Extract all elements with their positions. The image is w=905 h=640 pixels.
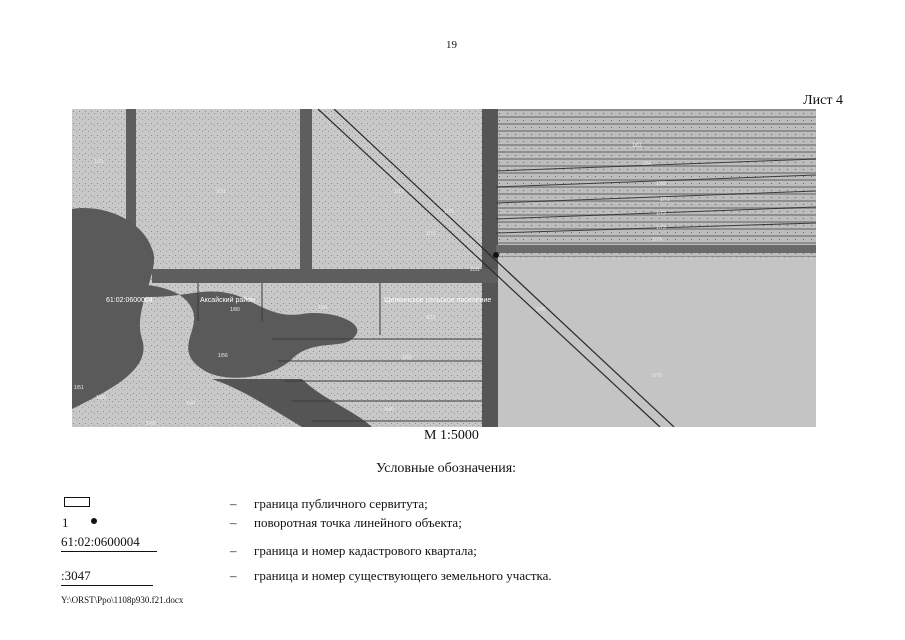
cadastral-map: [72, 109, 816, 427]
plot-number: 1/31: [94, 159, 104, 165]
field-lower-right: [496, 259, 816, 427]
plot-number: 1/72: [656, 211, 666, 217]
plot-number: 1/40: [384, 407, 394, 413]
turning-point: [493, 252, 499, 258]
plot-number: 1/17: [394, 189, 404, 195]
plot-number: 1/79: [652, 373, 662, 379]
settlement-label: Щепкинское сельское поселение: [384, 297, 492, 304]
servitude-boundary-symbol: [64, 497, 90, 507]
legend-point-number: 1: [62, 515, 69, 530]
legend-title: Условные обозначения:: [376, 461, 517, 476]
map-scale: М 1:5000: [424, 428, 479, 443]
tree-belt-horizontal: [152, 269, 498, 283]
plot-number: 1/64: [642, 161, 652, 167]
plot-number: 2/45: [536, 307, 546, 313]
turning-point-symbol: [91, 518, 97, 524]
legend-item-cadastral-quarter: граница и номер кадастрового квартала;: [254, 543, 477, 558]
tree-belt-vertical-right: [482, 109, 498, 427]
plot-number: 1/69: [656, 181, 666, 187]
legend-dash: –: [230, 515, 237, 530]
legend-item-land-plot: граница и номер существующего земельного участка.: [254, 568, 552, 583]
cadastral-quarter-symbol: 61:02:0600004: [61, 534, 157, 552]
plot-number: 1/75: [444, 209, 454, 215]
plot-number: 4/15: [426, 315, 436, 321]
district-label: Аксайский район: [200, 297, 255, 304]
plot-number: 1/74: [652, 237, 662, 243]
plot-number: 1/50: [402, 355, 412, 361]
plot-number: 1/81: [318, 305, 328, 311]
quarter-number-label: 61:02:0600004: [106, 297, 153, 304]
plot-number: 1/43: [146, 421, 156, 427]
plot-number: 2/31: [470, 267, 480, 273]
plot-number: 1/51: [74, 385, 84, 391]
tree-belt-horizontal-right: [496, 245, 816, 253]
legend-dash: –: [230, 543, 237, 558]
plot-number: 3/31: [216, 189, 226, 195]
plot-number: 1/47: [186, 401, 196, 407]
legend-item-turning-point: поворотная точка линейного объекта;: [254, 515, 462, 530]
legend-dash: –: [230, 496, 237, 511]
plot-number: 1/73: [656, 225, 666, 231]
legend-item-servitude: граница публичного сервитута;: [254, 496, 428, 511]
plot-number: 1/60: [96, 395, 106, 401]
plot-number: 1/71: [660, 197, 670, 203]
plot-number: 1/80: [230, 307, 240, 313]
plot-number: 1/76: [426, 231, 436, 237]
sheet-label: Лист 4: [803, 93, 843, 108]
land-plot-symbol: :3047: [61, 568, 153, 586]
legend-dash: –: [230, 568, 237, 583]
plot-number: 1/61: [632, 143, 642, 149]
plot-number: 1/56: [218, 353, 228, 359]
tree-belt-vertical-mid: [300, 109, 312, 281]
page-number: 19: [446, 39, 457, 51]
file-path: Y:\ORST\Ppo\1108p930.f21.docx: [61, 595, 184, 605]
